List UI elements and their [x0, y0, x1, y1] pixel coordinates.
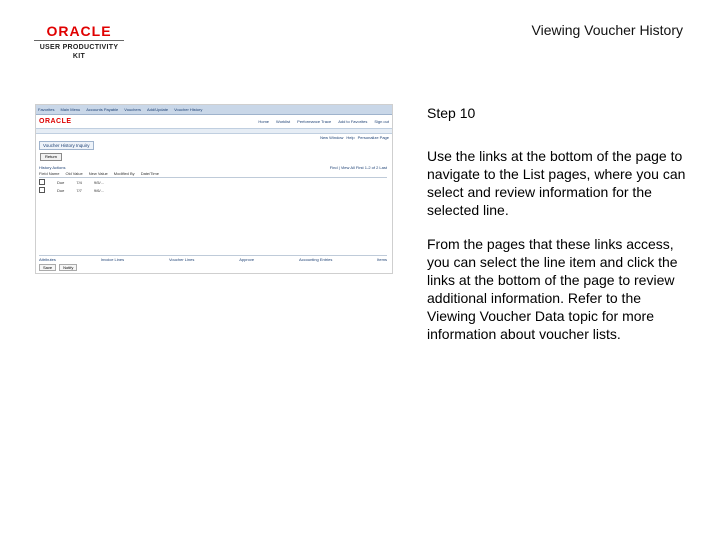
shot-top-link[interactable]: Sign out [374, 119, 389, 124]
shot-cell: Due [57, 187, 65, 193]
logo-brand: ORACLE [46, 23, 112, 39]
shot-grid-column: Old Value [65, 171, 83, 176]
shot-nav-bar [36, 105, 392, 115]
shot-top-link[interactable]: Worklist [276, 119, 291, 124]
shot-grid-title: History Actions [39, 165, 66, 170]
step-heading: Step 10 [427, 105, 476, 121]
oracle-upk-logo [34, 24, 124, 61]
shot-cell: 7/4 [76, 179, 82, 185]
shot-notify-button[interactable]: Notify [59, 264, 77, 271]
instruction-paragraph-2: From the pages that these links access, you can select the line item and click the links at the bottom of the page to review additional information. Refer to the Viewing Voucher Data topic for more information about voucher lists. [427, 236, 678, 342]
shot-page-link[interactable]: Help [346, 135, 355, 140]
shot-grid-columns [39, 170, 387, 178]
shot-page-links [36, 134, 392, 141]
shot-row-checkbox[interactable] [39, 187, 45, 193]
shot-cell: 9/5/... [93, 179, 104, 185]
shot-nav-item[interactable]: Main Menu [60, 107, 81, 112]
shot-nav-item[interactable]: Add/Update [146, 107, 169, 112]
shot-bottom-link[interactable]: Voucher Lines [168, 257, 195, 262]
instruction-panel [427, 104, 689, 359]
logo-subtitle: USER PRODUCTIVITY KIT [39, 44, 119, 60]
shot-cell: Due [57, 179, 65, 185]
shot-bottom-link[interactable]: Approve [239, 257, 255, 262]
shot-cell: 7/7 [76, 187, 82, 193]
shot-grid-column: Modified By [113, 171, 135, 176]
shot-header [36, 115, 392, 128]
shot-grid-row[interactable] [39, 186, 387, 194]
shot-bottom-link[interactable]: Accounting Entries [298, 257, 333, 262]
shot-history-grid [39, 165, 387, 194]
shot-grid-column: Field Name [39, 171, 60, 176]
shot-grid-column: Date/Time [140, 171, 159, 176]
shot-cell: 9/6/... [93, 187, 104, 193]
shot-return-button[interactable]: Return [40, 153, 62, 161]
shot-top-link[interactable]: Performance Trace [297, 119, 332, 124]
shot-page-tab[interactable]: Voucher History Inquiry [39, 141, 94, 150]
shot-bottom-link[interactable]: Items [377, 257, 387, 262]
shot-grid-nav[interactable]: Find | View All First 1-2 of 2 Last [329, 165, 387, 170]
shot-bottom-links [39, 255, 387, 262]
shot-top-links [258, 119, 389, 124]
shot-bottom-link[interactable]: Invoice Lines [100, 257, 125, 262]
document-title: Viewing Voucher History [531, 22, 683, 38]
shot-grid-column: New Value [88, 171, 108, 176]
shot-save-bar [39, 264, 77, 271]
shot-top-link[interactable]: Home [258, 119, 270, 124]
shot-page-link[interactable]: Personalize Page [357, 135, 389, 140]
shot-oracle-logo: ORACLE [39, 118, 72, 125]
shot-nav-item[interactable]: Accounts Payable [86, 107, 119, 112]
shot-nav-item[interactable]: Voucher History [174, 107, 203, 112]
logo-divider [34, 40, 124, 41]
shot-top-link[interactable]: Add to Favorites [338, 119, 368, 124]
shot-nav-item[interactable]: Vouchers [124, 107, 141, 112]
shot-save-button[interactable]: Save [39, 264, 56, 271]
shot-nav-item[interactable]: Favorites [38, 107, 55, 112]
shot-page-link[interactable]: New Window [320, 135, 344, 140]
instruction-paragraph-1: Use the links at the bottom of the page to navigate to the List pages, where you can select and review information for the selected line. [427, 148, 686, 218]
embedded-screenshot [35, 104, 393, 274]
shot-grid-row[interactable] [39, 178, 387, 186]
shot-row-checkbox[interactable] [39, 179, 45, 185]
shot-bottom-link[interactable]: Attributes [39, 257, 56, 262]
